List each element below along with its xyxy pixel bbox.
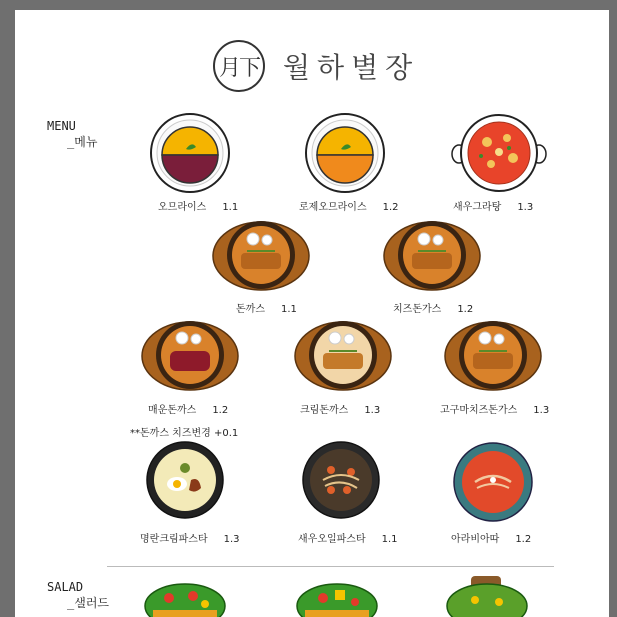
salad-bowl-image <box>143 578 227 617</box>
cheese-cutlet-image <box>382 213 482 297</box>
salad-section-subtitle: _샐러드 <box>67 596 110 610</box>
menu-item-caption: 매운돈까스 1.2 <box>148 405 229 416</box>
menu-item-caption: 고구마치즈돈가스 1.3 <box>440 405 550 416</box>
menu-item-caption: 오므라이스 1.1 <box>158 202 239 213</box>
menu-section-label <box>47 118 97 150</box>
arrabbiata-image <box>451 440 535 524</box>
menu-item-caption: 돈까스 1.1 <box>236 304 297 315</box>
shrimp-gratin-image <box>451 108 547 198</box>
shrimp-oil-pasta-image <box>301 440 381 520</box>
menu-section-title: MENU <box>47 119 76 133</box>
cream-cutlet-image <box>293 313 393 397</box>
salad-bowl-image <box>445 572 529 617</box>
page-title: 월하별장 <box>283 51 420 84</box>
pollock-roe-cream-pasta-image <box>145 440 225 520</box>
omurice-image <box>148 111 232 195</box>
salad-section-label <box>47 579 109 611</box>
menu-item-caption: 새우그라탕 1.3 <box>453 202 534 213</box>
logo <box>213 40 265 92</box>
menu-item-caption: 치즈돈가스 1.2 <box>393 304 474 315</box>
spicy-cutlet-image <box>140 313 240 397</box>
menu-item-caption: 아라비아따 1.2 <box>451 534 532 545</box>
logo-text: 月下 <box>218 55 259 81</box>
menu-item-caption: 로제오므라이스 1.2 <box>299 202 399 213</box>
pork-cutlet-image <box>211 213 311 297</box>
rose-omurice-image <box>303 111 387 195</box>
salad-section-title: SALAD <box>47 580 84 594</box>
sweet-potato-cheese-cutlet-image <box>443 313 543 397</box>
menu-page <box>15 10 609 617</box>
cheese-upgrade-note: **돈까스 치즈변경 +0.1 <box>130 428 239 439</box>
section-divider <box>107 566 554 567</box>
menu-item-caption: 명란크림파스타 1.3 <box>140 534 240 545</box>
menu-section-subtitle: _메뉴 <box>67 135 98 149</box>
salad-bowl-image <box>295 578 379 617</box>
menu-item-caption: 크림돈까스 1.3 <box>300 405 381 416</box>
menu-item-caption: 새우오일파스타 1.1 <box>298 534 398 545</box>
